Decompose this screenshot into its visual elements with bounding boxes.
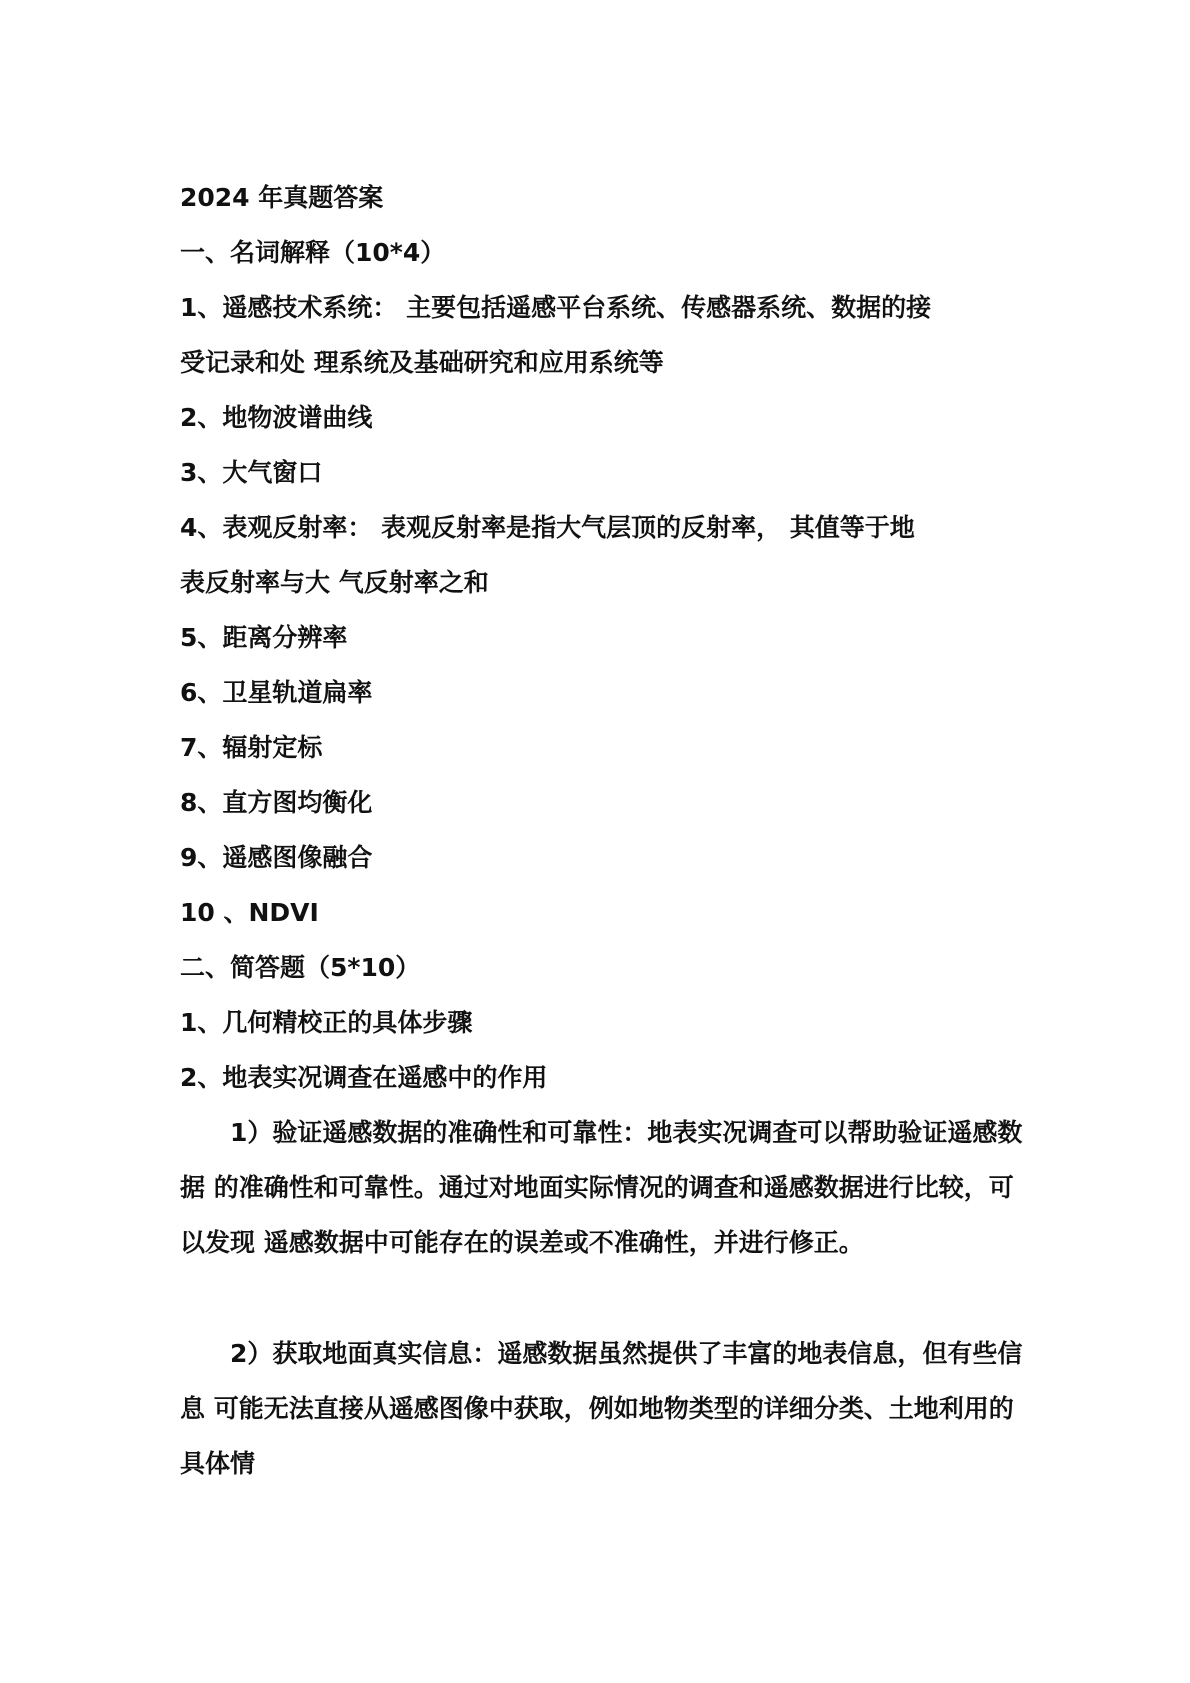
short-answer-item-1: 1、几何精校正的具体步骤 (180, 1008, 473, 1037)
term-item-9: 9、遥感图像融合 (180, 843, 373, 872)
document-body (180, 170, 1030, 1492)
term-item-6: 6、卫星轨道扁率 (180, 678, 373, 707)
term-item-1-first-line: 1、遥感技术系统： 主要包括遥感平台系统、传感器系统、数据的接 (180, 293, 932, 322)
answer-paragraph-1: 1）验证遥感数据的准确性和可靠性：地表实况调查可以帮助验证遥感数据 的准确性和可靠性。通过对地面实际情况的调查和遥感数据进行比较，可以发现 遥感数据中可能存在的误差或不准确性，并进行修正。 (180, 1118, 1023, 1257)
term-item-7: 7、辐射定标 (180, 733, 323, 762)
term-item-10: 10 、NDVI (180, 898, 319, 927)
term-item-5: 5、距离分辨率 (180, 623, 348, 652)
section-heading-terms: 一、名词解释（10*4） (180, 238, 446, 267)
term-item-4-first-line: 4、表观反射率： 表观反射率是指大气层顶的反射率， 其值等于地 (180, 513, 915, 542)
section-heading-short-answer: 二、简答题（5*10） (180, 953, 421, 982)
term-item-8: 8、直方图均衡化 (180, 788, 373, 817)
short-answer-item-2: 2、地表实况调查在遥感中的作用 (180, 1063, 548, 1092)
answer-paragraph-2: 2）获取地面真实信息：遥感数据虽然提供了丰富的地表信息，但有些信息 可能无法直接从遥感图像中获取，例如地物类型的详细分类、土地利用的具体情 (180, 1339, 1023, 1478)
term-item-3: 3、大气窗口 (180, 458, 323, 487)
term-item-1-second-line: 受记录和处 理系统及基础研究和应用系统等 (180, 348, 664, 377)
term-item-4-second-line: 表反射率与大 气反射率之和 (180, 568, 489, 597)
document-title: 2024 年真题答案 (180, 183, 384, 212)
term-item-2: 2、地物波谱曲线 (180, 403, 373, 432)
